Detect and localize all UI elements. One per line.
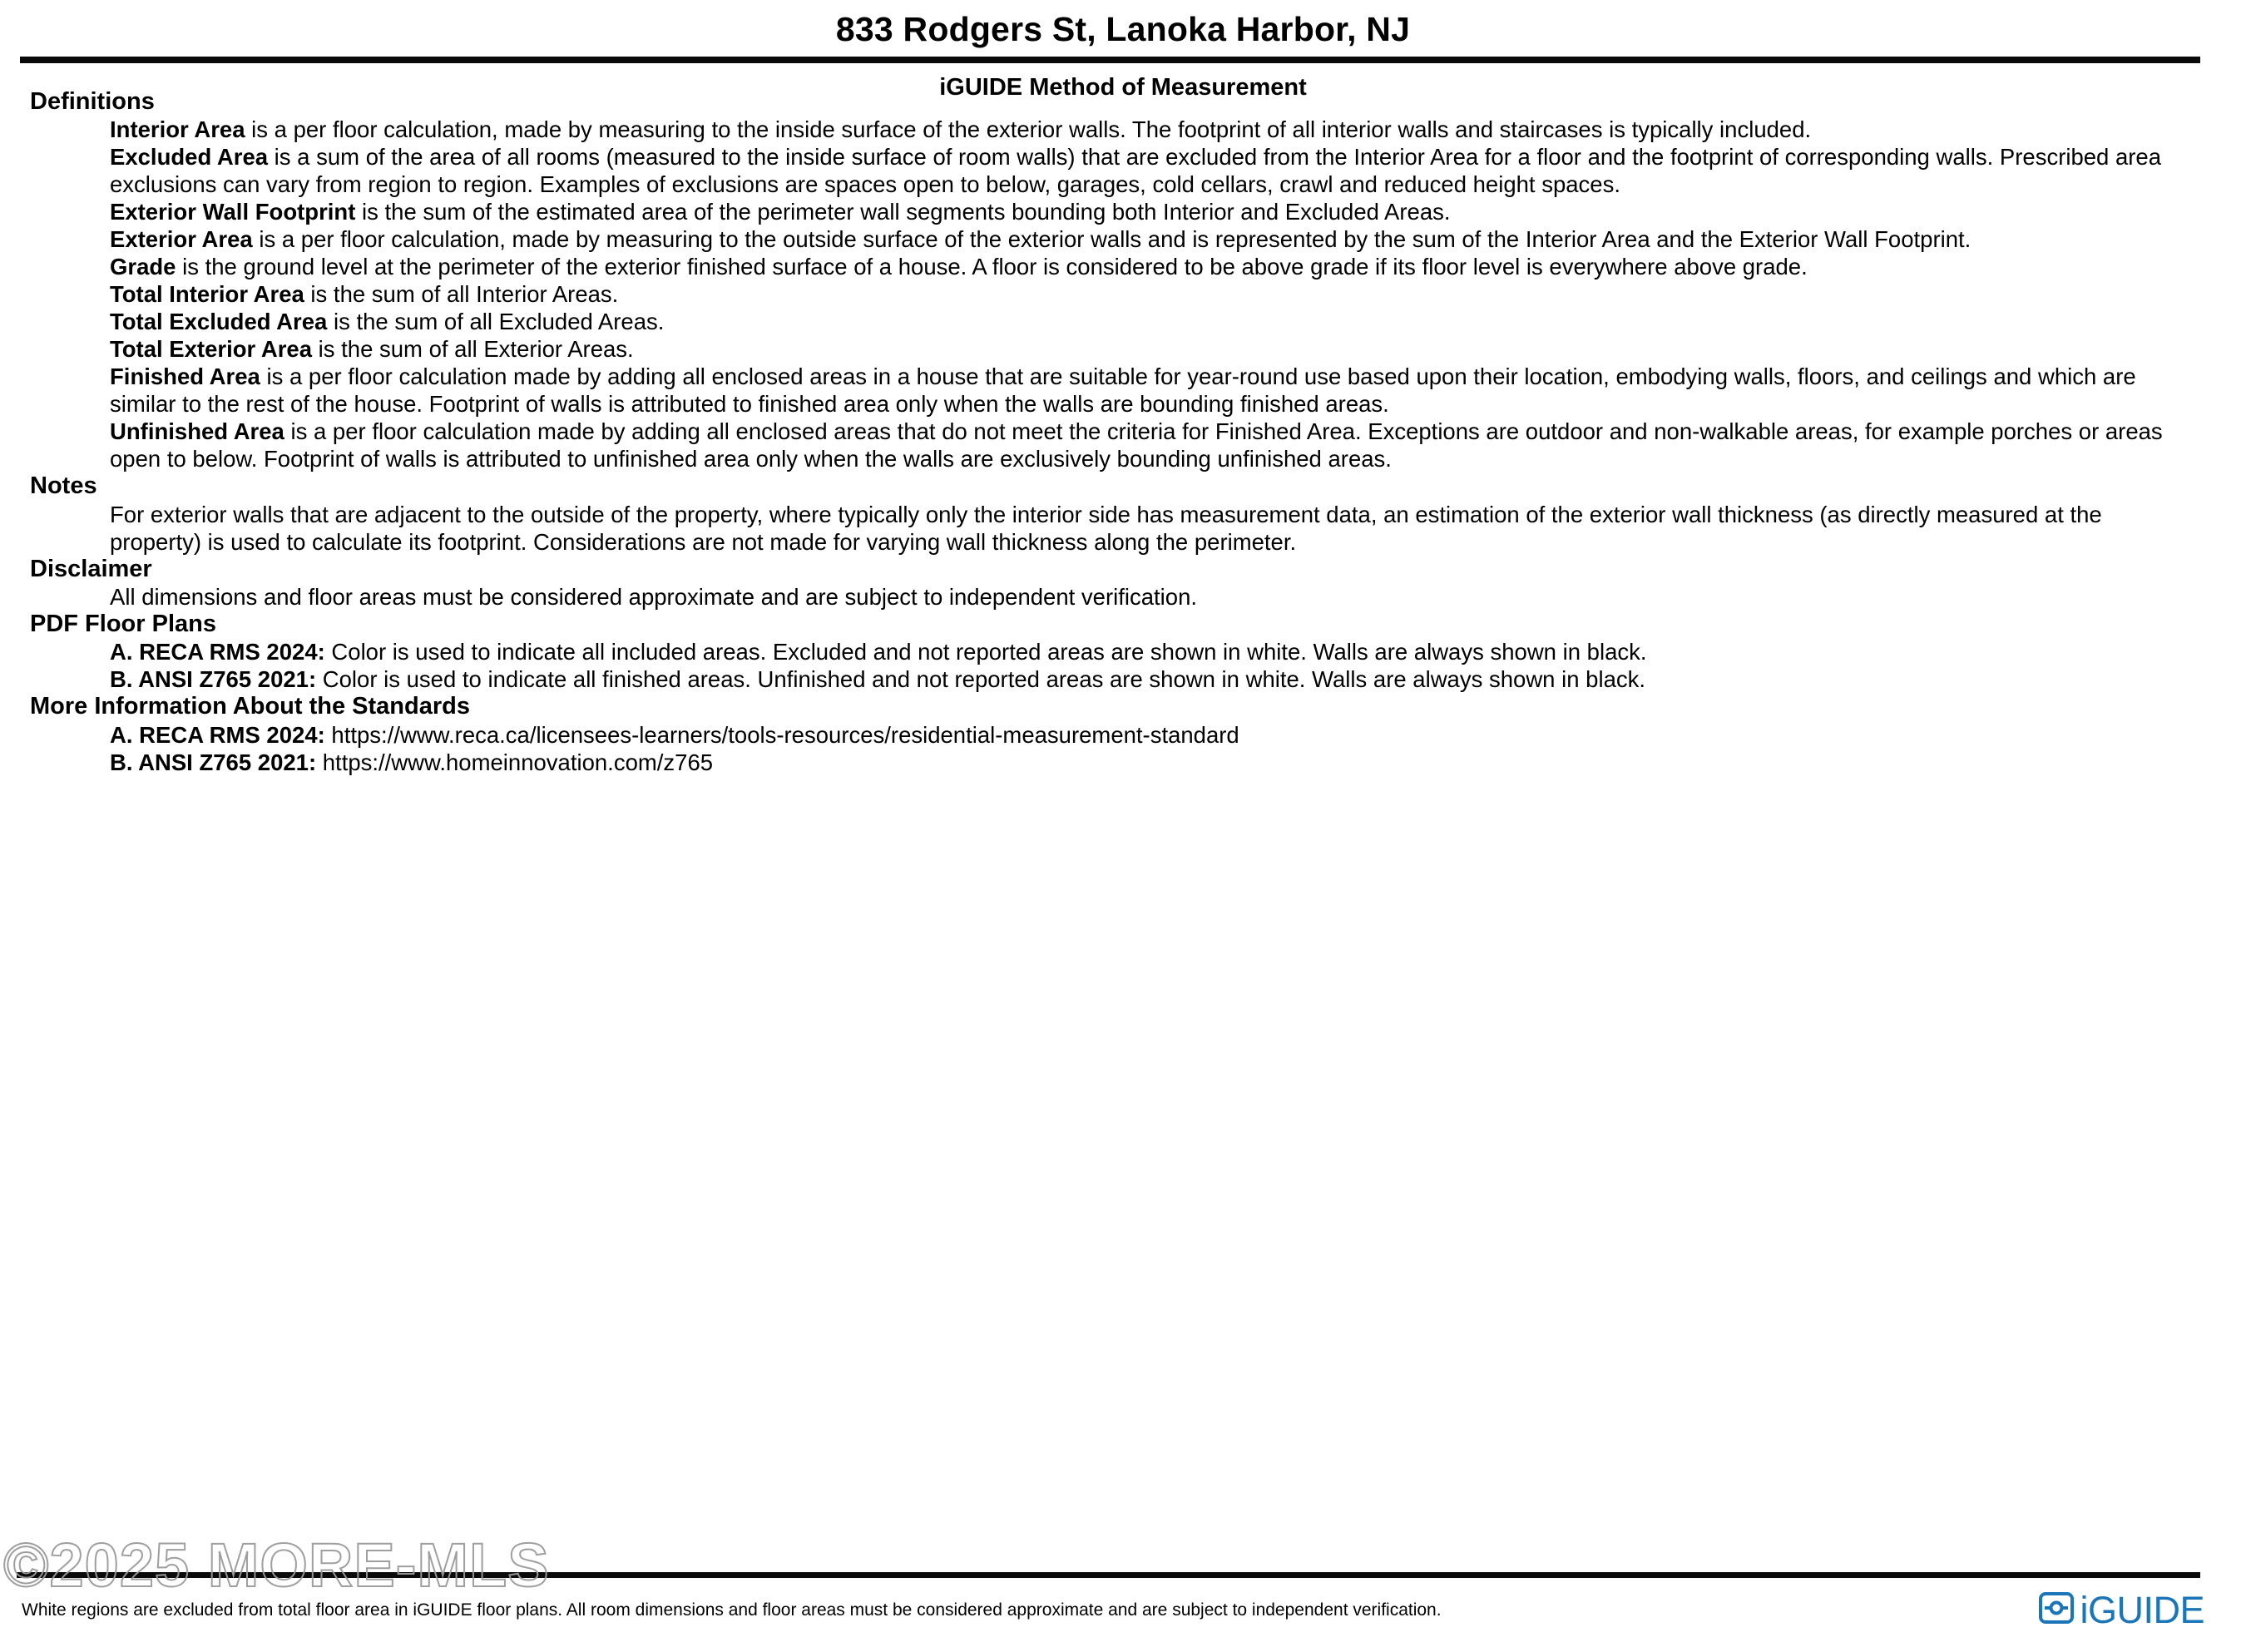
definition-term: Unfinished Area [110,418,284,445]
footer-row [0,1578,2246,1629]
disclaimer-body [110,583,2171,611]
standard-url[interactable]: https://www.reca.ca/licensees-learners/tools-resources/residential-measurement-standard [324,721,1239,748]
definition-exterior-wall-footprint [110,198,2171,225]
footer-divider [17,1572,2200,1578]
page-footer [0,1572,2246,1652]
standard-url[interactable]: https://www.homeinnovation.com/z765 [316,749,714,775]
definition-finished-area [110,363,2171,418]
definition-interior-area [110,116,2171,143]
definition-term: Exterior Wall Footprint [110,199,356,225]
pdf-floor-plans-list [110,638,2171,693]
definition-term: Total Exterior Area [110,336,312,363]
definition-text: is the sum of the estimated area of the perimeter wall segments bounding both Interior and Excluded Areas. [355,199,1451,225]
section-heading-notes: Notes [30,472,97,500]
definition-term: Excluded Area [110,144,269,171]
disclaimer-paragraph: All dimensions and floor areas must be considered approximate and are subject to independent verification. [110,584,1198,611]
more-info-item-reca [110,721,2171,749]
definition-excluded-area [110,143,2171,198]
definition-text: is a per floor calculation, made by measuring to the outside surface of the exterior walls and is represented by the sum of the Interior Area and the Exterior Wall Footprint. [252,226,1971,253]
definition-total-exterior-area [110,335,2171,363]
standard-text: Color is used to indicate all included areas. Excluded and not reported areas are shown in white. Walls are always shown in black. [324,639,1647,665]
definition-term: Interior Area [110,116,245,143]
pdf-floor-plan-item-ansi [110,665,2171,693]
pdf-floor-plan-item-reca [110,638,2171,665]
section-heading-disclaimer: Disclaimer [30,555,152,582]
definition-text: is the sum of all Exterior Areas. [312,336,634,363]
standard-label: B. ANSI Z765 2021: [110,749,317,775]
section-heading-definitions: Definitions [30,88,155,116]
more-information-list [110,721,2171,776]
definition-text: is a per floor calculation made by adding all enclosed areas that do not meet the criteria for Finished Area. Exceptions are outdoor and non-walkable areas, for example porches or areas open to below. Footprint of walls is attributed to unfinished area only when the walls are exclusively bounding unfinished areas. [110,418,2163,472]
definition-text: is the ground level at the perimeter of the exterior finished surface of a house. A floor is considered to be above grade if its floor level is everywhere above grade. [176,254,1808,280]
definition-total-excluded-area [110,308,2171,335]
standard-label: A. RECA RMS 2024: [110,639,325,665]
section-heading-pdf-floor-plans: PDF Floor Plans [30,611,216,638]
definition-term: Exterior Area [110,226,253,253]
document-content [0,88,2246,776]
header-divider [20,57,2200,63]
definition-total-interior-area [110,280,2171,308]
definition-grade [110,253,2171,280]
iguide-logo-text: iGUIDE [2080,1589,2204,1631]
definition-text: is the sum of all Excluded Areas. [327,309,665,335]
notes-paragraph: For exterior walls that are adjacent to the outside of the property, where typically only the interior side has measurement data, an estimation of the exterior wall thickness (as directly measured at the property) is used to calculate its footprint. Considerations are not made for varying wall thickness along the perimeter. [110,501,2102,555]
definition-text: is a per floor calculation, made by measuring to the inside surface of the exterior walls. The footprint of all interior walls and staircases is typically included. [245,116,1812,143]
definition-term: Total Interior Area [110,281,304,308]
iguide-camera-icon [2038,1591,2075,1629]
more-info-item-ansi [110,749,2171,776]
standard-text: Color is used to indicate all finished areas. Unfinished and not reported areas are shown in white. Walls are always shown in black. [316,666,1645,693]
definitions-list [110,116,2171,472]
definition-exterior-area [110,225,2171,253]
definition-term: Finished Area [110,364,260,390]
footer-disclaimer-text: White regions are excluded from total floor area in iGUIDE floor plans. All room dimensions and floor areas must be considered approximate and are subject to independent verification. [22,1600,1442,1620]
mls-copyright-watermark: ©2025 MORE-MLS [3,1531,550,1600]
definition-unfinished-area [110,418,2171,472]
iguide-logo [2038,1591,2204,1629]
definition-term: Total Excluded Area [110,309,328,335]
section-heading-more-information: More Information About the Standards [30,693,470,720]
page-title: 833 Rodgers St, Lanoka Harbor, NJ [835,10,1411,48]
standard-label: B. ANSI Z765 2021: [110,666,317,693]
document-subtitle: iGUIDE Method of Measurement [939,74,1307,101]
definition-text: is the sum of all Interior Areas. [304,281,619,308]
definition-text: is a per floor calculation made by adding all enclosed areas in a house that are suitable for year-round use based upon their location, embodying walls, floors, and ceilings and which are similar to the rest of the house. Footprint of walls is attributed to finished area only when the walls are bounding finished areas. [110,364,2136,418]
definition-text: is a sum of the area of all rooms (measured to the inside surface of room walls) that are excluded from the Interior Area for a floor and the footprint of corresponding walls. Prescribed area exclusions can vary from region to region. Examples of exclusions are spaces open to below, garages, cold cellars, crawl and reduced height spaces. [110,144,2162,198]
definition-term: Grade [110,254,176,280]
standard-label: A. RECA RMS 2024: [110,721,325,748]
notes-body [110,501,2171,556]
